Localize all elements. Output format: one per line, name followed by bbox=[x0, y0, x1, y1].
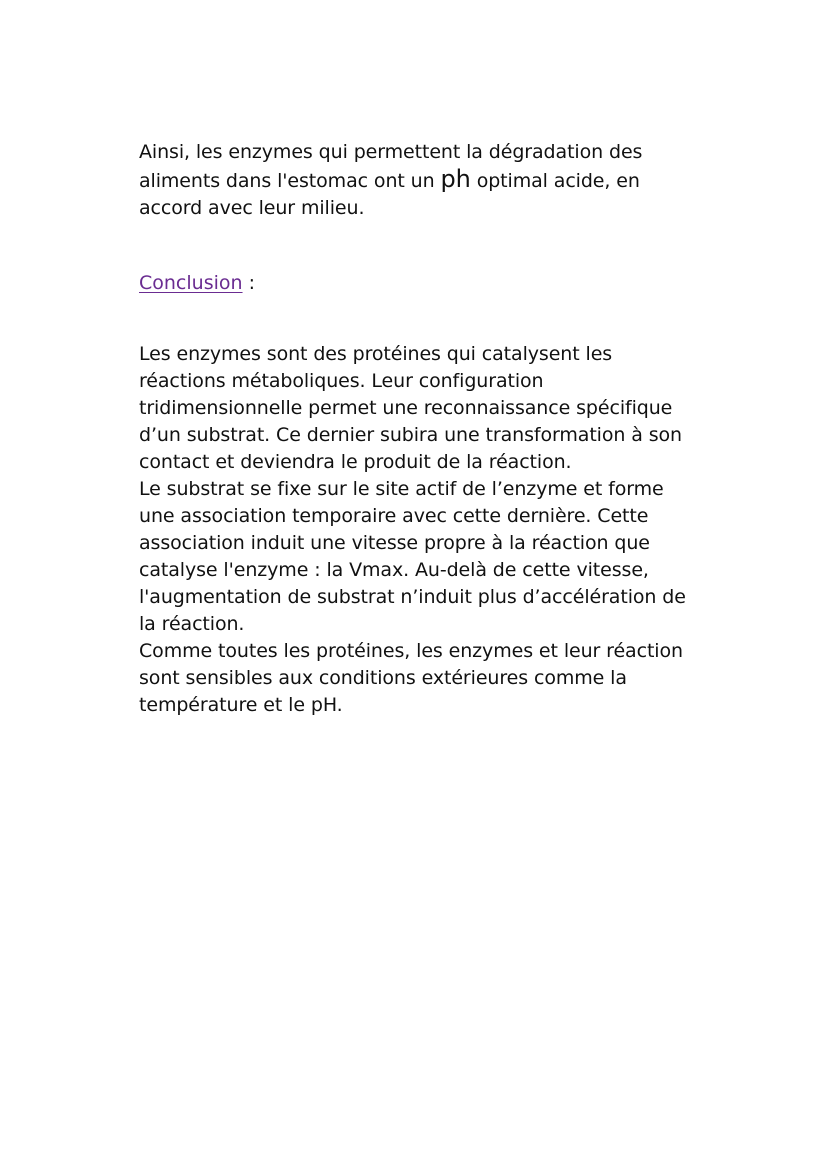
intro-text-start: Ainsi, les enzymes qui permettent la dégradation des aliments dans l'estomac ont un bbox=[139, 141, 643, 192]
intro-paragraph bbox=[139, 139, 699, 222]
conclusion-heading-link[interactable]: Conclusion bbox=[139, 272, 243, 294]
conclusion-heading bbox=[139, 270, 255, 297]
conclusion-body bbox=[139, 341, 699, 719]
intro-text-end: optimal acide, en accord avec leur milieu. bbox=[139, 170, 640, 219]
conclusion-paragraph-1: Les enzymes sont des protéines qui catalysent les réactions métaboliques. Leur configuration tridimensionnelle permet une reconnaissance spécifique d’un substrat. Ce dernier subira une transformation à son contact et deviendra le produit de la réaction. bbox=[139, 343, 682, 473]
conclusion-paragraph-2: Le substrat se fixe sur le site actif de l’enzyme et forme une association temporaire avec cette dernière. Cette association induit une vitesse propre à la réaction que catalyse l'enzyme : la Vmax. Au-delà de cette vitesse, l'augmentation de substrat n’induit plus d’accélération de la réaction. bbox=[139, 478, 686, 635]
conclusion-heading-suffix: : bbox=[242, 272, 255, 294]
intro-ph-word: ph bbox=[440, 165, 471, 193]
conclusion-paragraph-3: Comme toutes les protéines, les enzymes et leur réaction sont sensibles aux conditions extérieures comme la température et le pH. bbox=[139, 640, 683, 716]
